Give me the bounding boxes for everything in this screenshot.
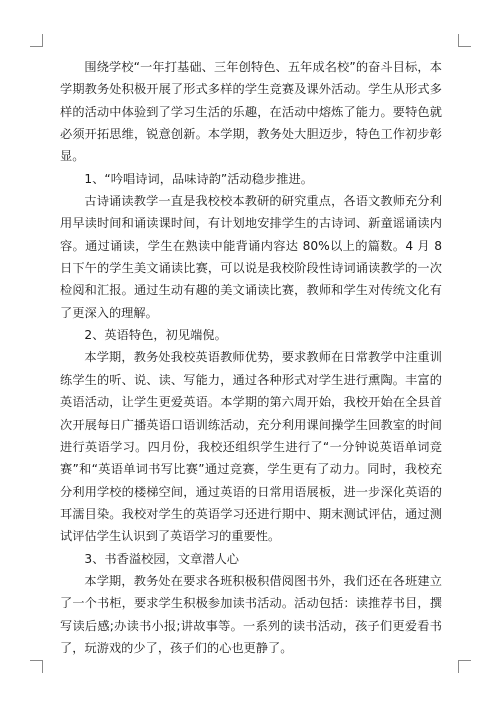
section-heading-reading: 3、书香溢校园，文章潜人心 — [84, 551, 240, 566]
crop-mark-bottom-left — [30, 660, 43, 673]
crop-mark-top-right — [458, 34, 471, 47]
paragraph-poetry: 古诗诵读教学一直是我校校本教研的研究重点，各语文教师充分利用早读时间和诵读课时间，有计划地安排学生的古诗词、新童谣诵读内容。通过诵读，学生在熟读中能背诵内容达 80%以上的篇数。4 月 8 日下午的学生美文诵读比赛，可以说是我校阶段性诗词诵读教学的一次检阅和汇报。通过生动有趣的美文诵读比赛，教师和学生对传统文化有了更深入的理解。 — [60, 194, 442, 320]
paragraph-english: 本学期，教务处我校英语教师优势，要求教师在日常教学中注重训练学生的听、说、读、写能力，通过各种形式对学生进行熏陶。丰富的英语活动，让学生更爱英语。本学期的第六周开始，我校开始在全县首次开展每日广播英语口语训练活动，充分利用课间操学生回教室的时间进行英语学习。四月份，我校还组织学生进行了“一分钟说英语单词竞赛”和“英语单词书写比赛”通过竞赛，学生更有了动力。同时，我校充分利用学校的楼梯空间，通过英语的日常用语展板，进一步深化英语的耳濡目染。我校对学生的英语学习还进行期中、期末测试评估，通过测试评估学生认识到了英语学习的重要性。 — [60, 350, 442, 544]
paragraph-intro: 围绕学校“一年打基础、三年创特色、五年成名校”的奋斗目标，本学期教务处积极开展了形式多样的学生竞赛及课外活动。学生从形式多样的活动中体验到了学习生活的乐趣，在活动中熔炼了能力。要特色就必须开拓思维，锐意创新。本学期，教务处大胆迈步，特色工作初步彰显。 — [60, 60, 442, 164]
section-heading-poetry: 1、“吟唱诗词，品味诗韵”活动稳步推进。 — [84, 171, 313, 186]
paragraph-reading: 本学期，教务处在要求各班积极积借阅图书外，我们还在各班建立了一个书柜，要求学生积极参加读书活动。活动包括：读推荐书目，撰写读后感;办读书小报;讲故事等。一系列的读书活动，孩子们更爱看书了，玩游戏的少了，孩子们的心也更静了。 — [60, 573, 442, 655]
crop-mark-top-left — [30, 34, 43, 47]
document-body — [60, 56, 442, 659]
section-heading-english: 2、英语特色，初见端倪。 — [84, 328, 227, 343]
crop-mark-bottom-right — [458, 660, 471, 673]
